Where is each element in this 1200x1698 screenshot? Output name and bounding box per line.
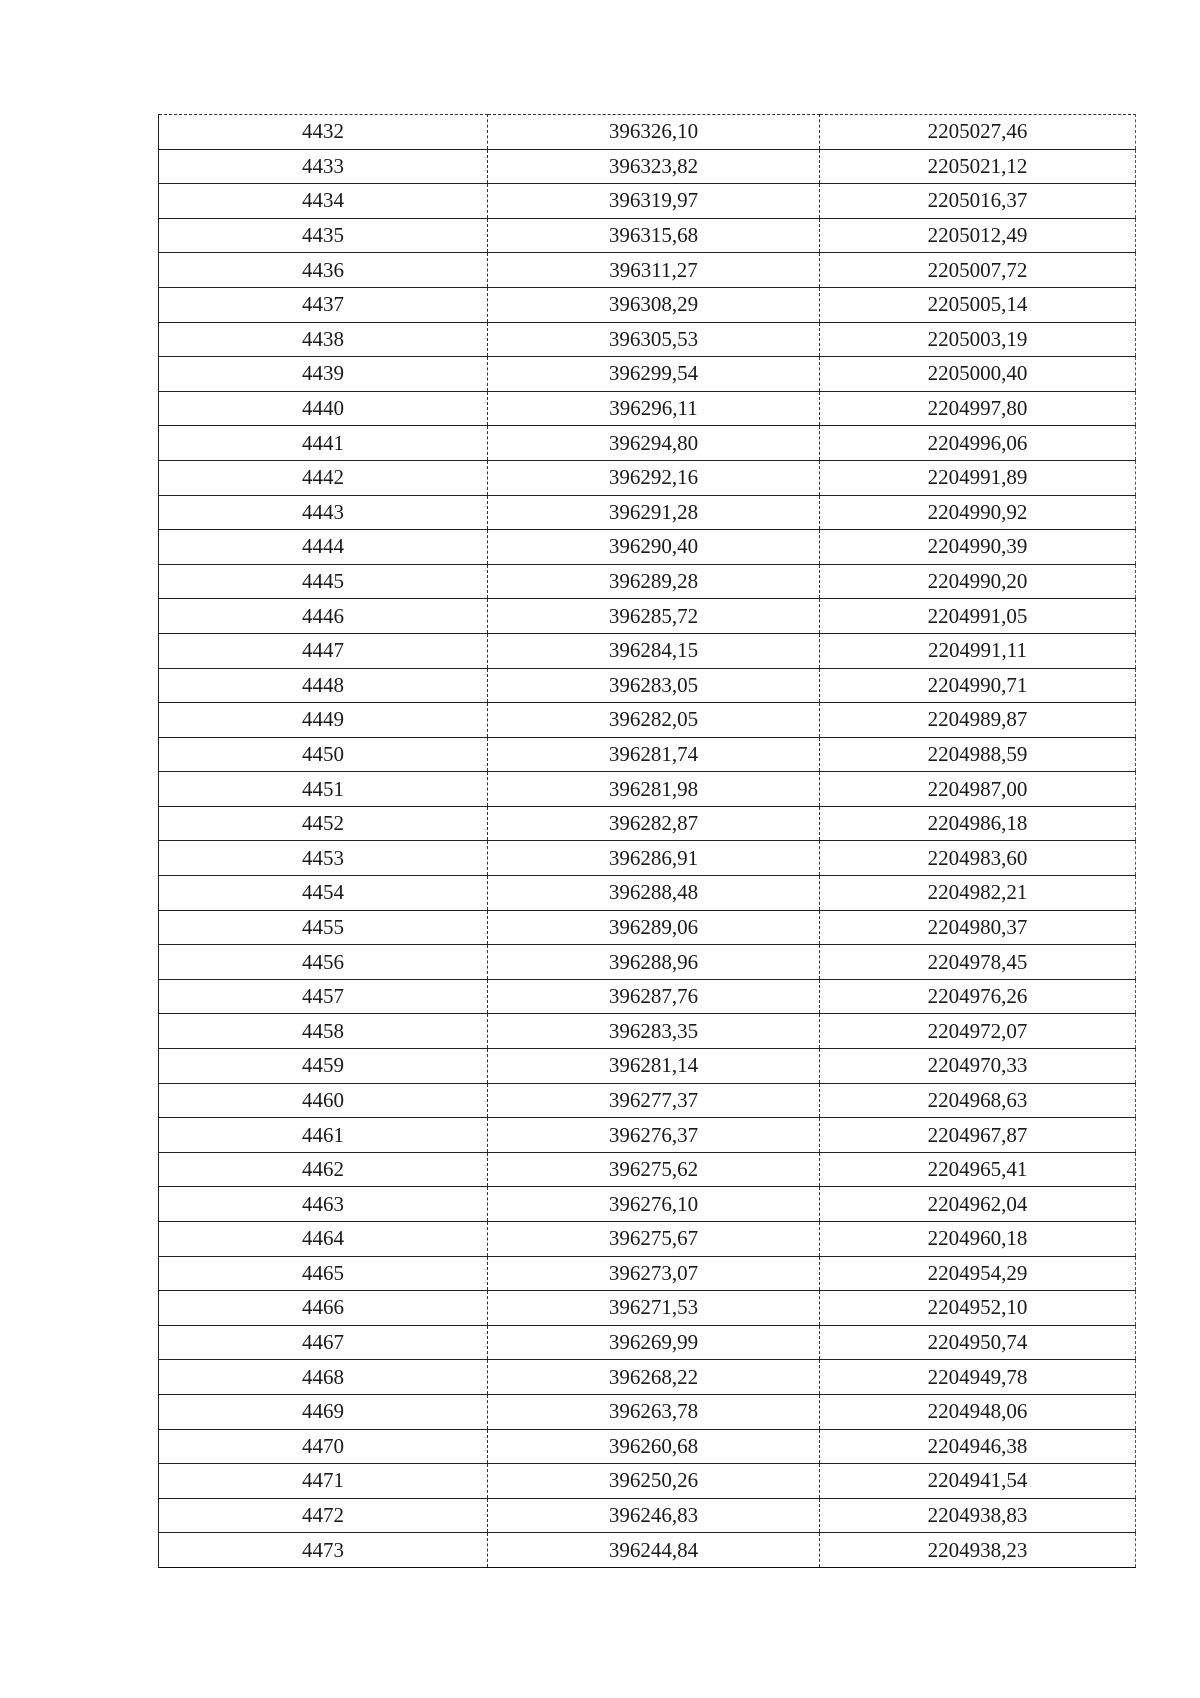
table-row <box>159 253 1136 288</box>
y-coordinate-cell: 2205005,14 <box>820 287 1136 322</box>
y-coordinate-cell: 2204948,06 <box>820 1394 1136 1429</box>
y-coordinate-cell: 2204949,78 <box>820 1360 1136 1395</box>
x-coordinate-cell: 396271,53 <box>488 1291 820 1326</box>
table-row <box>159 806 1136 841</box>
y-coordinate-cell: 2205012,49 <box>820 218 1136 253</box>
table-row <box>159 149 1136 184</box>
point-number-cell: 4470 <box>159 1429 488 1464</box>
y-coordinate-cell: 2204967,87 <box>820 1118 1136 1153</box>
table-row <box>159 218 1136 253</box>
point-number-cell: 4462 <box>159 1152 488 1187</box>
point-number-cell: 4446 <box>159 599 488 634</box>
x-coordinate-cell: 396288,48 <box>488 876 820 911</box>
point-number-cell: 4463 <box>159 1187 488 1222</box>
x-coordinate-cell: 396277,37 <box>488 1083 820 1118</box>
y-coordinate-cell: 2205027,46 <box>820 115 1136 150</box>
table-row <box>159 1118 1136 1153</box>
y-coordinate-cell: 2204990,39 <box>820 530 1136 565</box>
y-coordinate-cell: 2205021,12 <box>820 149 1136 184</box>
y-coordinate-cell: 2204960,18 <box>820 1222 1136 1257</box>
x-coordinate-cell: 396288,96 <box>488 945 820 980</box>
point-number-cell: 4459 <box>159 1049 488 1084</box>
table-row <box>159 1222 1136 1257</box>
point-number-cell: 4440 <box>159 391 488 426</box>
point-number-cell: 4432 <box>159 115 488 150</box>
y-coordinate-cell: 2204996,06 <box>820 426 1136 461</box>
point-number-cell: 4449 <box>159 703 488 738</box>
table-row <box>159 876 1136 911</box>
point-number-cell: 4472 <box>159 1498 488 1533</box>
table-row <box>159 703 1136 738</box>
x-coordinate-cell: 396260,68 <box>488 1429 820 1464</box>
y-coordinate-cell: 2204990,71 <box>820 668 1136 703</box>
x-coordinate-cell: 396273,07 <box>488 1256 820 1291</box>
table-row <box>159 391 1136 426</box>
y-coordinate-cell: 2204997,80 <box>820 391 1136 426</box>
x-coordinate-cell: 396305,53 <box>488 322 820 357</box>
table-row <box>159 1498 1136 1533</box>
x-coordinate-cell: 396246,83 <box>488 1498 820 1533</box>
x-coordinate-cell: 396283,35 <box>488 1014 820 1049</box>
x-coordinate-cell: 396282,87 <box>488 806 820 841</box>
point-number-cell: 4439 <box>159 357 488 392</box>
point-number-cell: 4443 <box>159 495 488 530</box>
point-number-cell: 4445 <box>159 564 488 599</box>
x-coordinate-cell: 396275,67 <box>488 1222 820 1257</box>
point-number-cell: 4436 <box>159 253 488 288</box>
y-coordinate-cell: 2205003,19 <box>820 322 1136 357</box>
point-number-cell: 4473 <box>159 1533 488 1568</box>
table-row <box>159 287 1136 322</box>
x-coordinate-cell: 396244,84 <box>488 1533 820 1568</box>
point-number-cell: 4441 <box>159 426 488 461</box>
table-row <box>159 668 1136 703</box>
y-coordinate-cell: 2204990,20 <box>820 564 1136 599</box>
table-row <box>159 1429 1136 1464</box>
point-number-cell: 4466 <box>159 1291 488 1326</box>
y-coordinate-cell: 2204987,00 <box>820 772 1136 807</box>
table-row <box>159 1083 1136 1118</box>
x-coordinate-cell: 396284,15 <box>488 633 820 668</box>
table-row <box>159 1533 1136 1568</box>
table-row <box>159 599 1136 634</box>
table-row <box>159 772 1136 807</box>
table-row <box>159 1360 1136 1395</box>
point-number-cell: 4464 <box>159 1222 488 1257</box>
point-number-cell: 4452 <box>159 806 488 841</box>
x-coordinate-cell: 396308,29 <box>488 287 820 322</box>
point-number-cell: 4467 <box>159 1325 488 1360</box>
y-coordinate-cell: 2204962,04 <box>820 1187 1136 1222</box>
x-coordinate-cell: 396294,80 <box>488 426 820 461</box>
point-number-cell: 4450 <box>159 737 488 772</box>
point-number-cell: 4442 <box>159 460 488 495</box>
x-coordinate-cell: 396290,40 <box>488 530 820 565</box>
point-number-cell: 4454 <box>159 876 488 911</box>
x-coordinate-cell: 396323,82 <box>488 149 820 184</box>
table-row <box>159 357 1136 392</box>
table-row <box>159 1325 1136 1360</box>
y-coordinate-cell: 2205016,37 <box>820 184 1136 219</box>
y-coordinate-cell: 2205000,40 <box>820 357 1136 392</box>
y-coordinate-cell: 2204991,11 <box>820 633 1136 668</box>
point-number-cell: 4433 <box>159 149 488 184</box>
table-row <box>159 322 1136 357</box>
table-row <box>159 115 1136 150</box>
y-coordinate-cell: 2205007,72 <box>820 253 1136 288</box>
y-coordinate-cell: 2204938,83 <box>820 1498 1136 1533</box>
y-coordinate-cell: 2204983,60 <box>820 841 1136 876</box>
y-coordinate-cell: 2204970,33 <box>820 1049 1136 1084</box>
table-row <box>159 1187 1136 1222</box>
table-row <box>159 979 1136 1014</box>
x-coordinate-cell: 396311,27 <box>488 253 820 288</box>
point-number-cell: 4460 <box>159 1083 488 1118</box>
point-number-cell: 4434 <box>159 184 488 219</box>
x-coordinate-cell: 396292,16 <box>488 460 820 495</box>
point-number-cell: 4469 <box>159 1394 488 1429</box>
point-number-cell: 4447 <box>159 633 488 668</box>
y-coordinate-cell: 2204941,54 <box>820 1464 1136 1499</box>
x-coordinate-cell: 396291,28 <box>488 495 820 530</box>
y-coordinate-cell: 2204954,29 <box>820 1256 1136 1291</box>
coordinates-table-body <box>159 115 1136 1568</box>
table-row <box>159 1394 1136 1429</box>
x-coordinate-cell: 396287,76 <box>488 979 820 1014</box>
y-coordinate-cell: 2204938,23 <box>820 1533 1136 1568</box>
point-number-cell: 4451 <box>159 772 488 807</box>
x-coordinate-cell: 396319,97 <box>488 184 820 219</box>
x-coordinate-cell: 396326,10 <box>488 115 820 150</box>
point-number-cell: 4448 <box>159 668 488 703</box>
y-coordinate-cell: 2204946,38 <box>820 1429 1136 1464</box>
x-coordinate-cell: 396289,28 <box>488 564 820 599</box>
point-number-cell: 4437 <box>159 287 488 322</box>
table-row <box>159 910 1136 945</box>
point-number-cell: 4458 <box>159 1014 488 1049</box>
x-coordinate-cell: 396283,05 <box>488 668 820 703</box>
point-number-cell: 4457 <box>159 979 488 1014</box>
y-coordinate-cell: 2204982,21 <box>820 876 1136 911</box>
x-coordinate-cell: 396281,98 <box>488 772 820 807</box>
y-coordinate-cell: 2204976,26 <box>820 979 1136 1014</box>
point-number-cell: 4461 <box>159 1118 488 1153</box>
y-coordinate-cell: 2204950,74 <box>820 1325 1136 1360</box>
point-number-cell: 4453 <box>159 841 488 876</box>
y-coordinate-cell: 2204968,63 <box>820 1083 1136 1118</box>
x-coordinate-cell: 396286,91 <box>488 841 820 876</box>
table-row <box>159 1014 1136 1049</box>
table-row <box>159 1291 1136 1326</box>
table-row <box>159 460 1136 495</box>
table-row <box>159 945 1136 980</box>
x-coordinate-cell: 396263,78 <box>488 1394 820 1429</box>
y-coordinate-cell: 2204986,18 <box>820 806 1136 841</box>
table-row <box>159 1464 1136 1499</box>
table-row <box>159 184 1136 219</box>
point-number-cell: 4435 <box>159 218 488 253</box>
x-coordinate-cell: 396315,68 <box>488 218 820 253</box>
table-row <box>159 1049 1136 1084</box>
point-number-cell: 4468 <box>159 1360 488 1395</box>
x-coordinate-cell: 396299,54 <box>488 357 820 392</box>
table-row <box>159 841 1136 876</box>
table-row <box>159 564 1136 599</box>
x-coordinate-cell: 396276,37 <box>488 1118 820 1153</box>
table-row <box>159 495 1136 530</box>
x-coordinate-cell: 396276,10 <box>488 1187 820 1222</box>
y-coordinate-cell: 2204952,10 <box>820 1291 1136 1326</box>
y-coordinate-cell: 2204965,41 <box>820 1152 1136 1187</box>
point-number-cell: 4444 <box>159 530 488 565</box>
y-coordinate-cell: 2204991,05 <box>820 599 1136 634</box>
x-coordinate-cell: 396296,11 <box>488 391 820 426</box>
x-coordinate-cell: 396285,72 <box>488 599 820 634</box>
y-coordinate-cell: 2204972,07 <box>820 1014 1136 1049</box>
point-number-cell: 4465 <box>159 1256 488 1291</box>
x-coordinate-cell: 396289,06 <box>488 910 820 945</box>
table-row <box>159 1152 1136 1187</box>
point-number-cell: 4455 <box>159 910 488 945</box>
table-row <box>159 530 1136 565</box>
x-coordinate-cell: 396269,99 <box>488 1325 820 1360</box>
x-coordinate-cell: 396281,14 <box>488 1049 820 1084</box>
x-coordinate-cell: 396281,74 <box>488 737 820 772</box>
table-row <box>159 633 1136 668</box>
x-coordinate-cell: 396282,05 <box>488 703 820 738</box>
x-coordinate-cell: 396268,22 <box>488 1360 820 1395</box>
y-coordinate-cell: 2204991,89 <box>820 460 1136 495</box>
table-row <box>159 737 1136 772</box>
point-number-cell: 4471 <box>159 1464 488 1499</box>
y-coordinate-cell: 2204989,87 <box>820 703 1136 738</box>
table-row <box>159 1256 1136 1291</box>
point-number-cell: 4438 <box>159 322 488 357</box>
x-coordinate-cell: 396275,62 <box>488 1152 820 1187</box>
point-number-cell: 4456 <box>159 945 488 980</box>
y-coordinate-cell: 2204978,45 <box>820 945 1136 980</box>
x-coordinate-cell: 396250,26 <box>488 1464 820 1499</box>
y-coordinate-cell: 2204988,59 <box>820 737 1136 772</box>
y-coordinate-cell: 2204980,37 <box>820 910 1136 945</box>
coordinates-table <box>158 114 1136 1568</box>
table-row <box>159 426 1136 461</box>
y-coordinate-cell: 2204990,92 <box>820 495 1136 530</box>
